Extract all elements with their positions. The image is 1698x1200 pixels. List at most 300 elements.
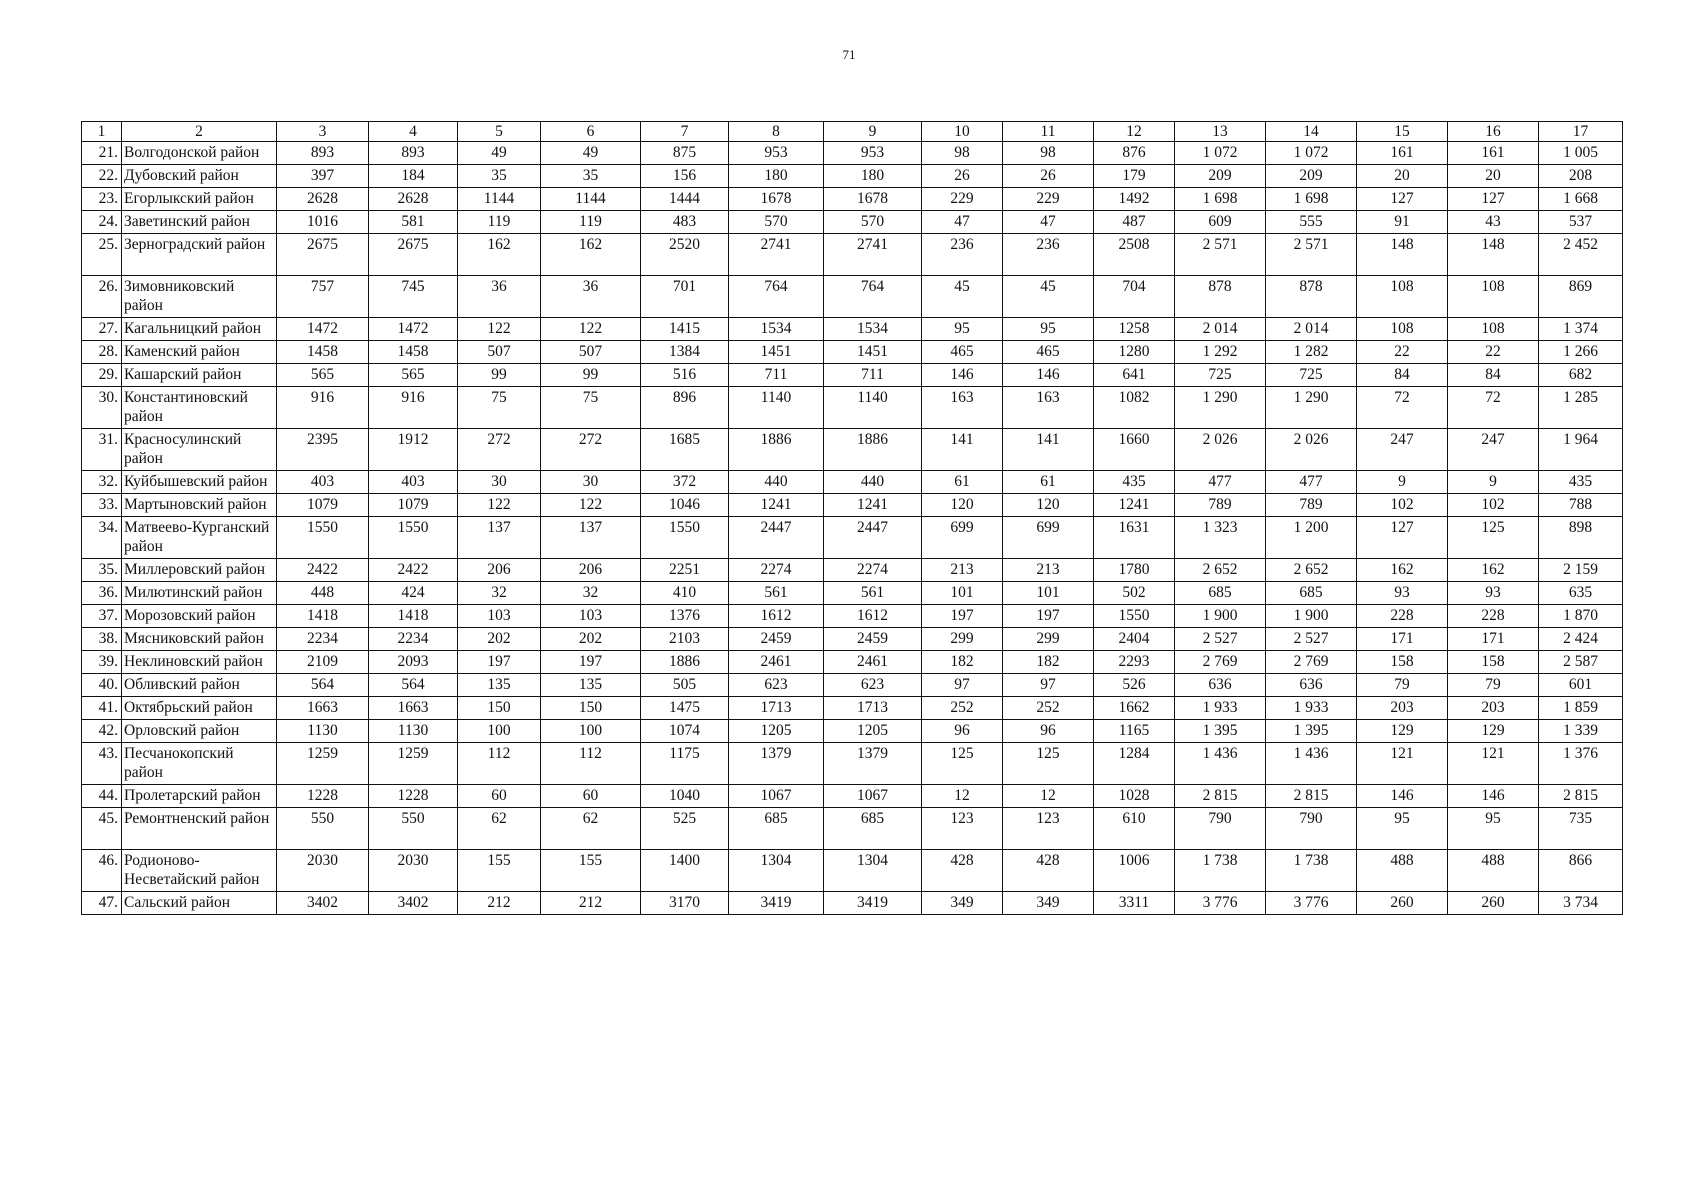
table-row bbox=[82, 211, 1623, 234]
cell-value: 213 bbox=[1003, 559, 1094, 582]
cell-value: 91 bbox=[1357, 211, 1448, 234]
cell-value: 2422 bbox=[369, 559, 458, 582]
cell-value: 3419 bbox=[729, 892, 824, 915]
cell-value: 1241 bbox=[1094, 494, 1175, 517]
cell-value: 448 bbox=[277, 582, 369, 605]
cell-value: 182 bbox=[922, 651, 1003, 674]
cell-value: 93 bbox=[1357, 582, 1448, 605]
cell-value: 79 bbox=[1448, 674, 1539, 697]
cell-value: 1144 bbox=[458, 188, 541, 211]
cell-value: 3311 bbox=[1094, 892, 1175, 915]
district-name: Дубовский район bbox=[122, 165, 277, 188]
table-row bbox=[82, 234, 1623, 276]
cell-value: 228 bbox=[1448, 605, 1539, 628]
cell-value: 2 452 bbox=[1539, 234, 1623, 276]
table-row bbox=[82, 582, 1623, 605]
district-name: Мясниковский район bbox=[122, 628, 277, 651]
cell-value: 146 bbox=[922, 364, 1003, 387]
cell-value: 555 bbox=[1266, 211, 1357, 234]
cell-value: 2 571 bbox=[1266, 234, 1357, 276]
cell-value: 1 933 bbox=[1175, 697, 1266, 720]
cell-value: 1 395 bbox=[1175, 720, 1266, 743]
cell-value: 1886 bbox=[641, 651, 729, 674]
cell-value: 127 bbox=[1357, 517, 1448, 559]
row-number: 43. bbox=[82, 743, 122, 785]
cell-value: 699 bbox=[922, 517, 1003, 559]
cell-value: 1 376 bbox=[1539, 743, 1623, 785]
cell-value: 1713 bbox=[729, 697, 824, 720]
cell-value: 635 bbox=[1539, 582, 1623, 605]
cell-value: 102 bbox=[1357, 494, 1448, 517]
table-row bbox=[82, 276, 1623, 318]
district-name: Каменский район bbox=[122, 341, 277, 364]
cell-value: 2030 bbox=[277, 850, 369, 892]
cell-value: 682 bbox=[1539, 364, 1623, 387]
cell-value: 410 bbox=[641, 582, 729, 605]
cell-value: 95 bbox=[1357, 808, 1448, 850]
cell-value: 1 900 bbox=[1266, 605, 1357, 628]
table-row bbox=[82, 674, 1623, 697]
cell-value: 764 bbox=[824, 276, 922, 318]
cell-value: 465 bbox=[922, 341, 1003, 364]
cell-value: 2 527 bbox=[1266, 628, 1357, 651]
table-row bbox=[82, 892, 1623, 915]
cell-value: 435 bbox=[1539, 471, 1623, 494]
cell-value: 699 bbox=[1003, 517, 1094, 559]
cell-value: 95 bbox=[1003, 318, 1094, 341]
cell-value: 35 bbox=[458, 165, 541, 188]
cell-value: 84 bbox=[1357, 364, 1448, 387]
cell-value: 1 738 bbox=[1266, 850, 1357, 892]
cell-value: 96 bbox=[922, 720, 1003, 743]
cell-value: 2741 bbox=[824, 234, 922, 276]
cell-value: 163 bbox=[1003, 387, 1094, 429]
cell-value: 120 bbox=[922, 494, 1003, 517]
cell-value: 2 026 bbox=[1266, 429, 1357, 471]
cell-value: 120 bbox=[1003, 494, 1094, 517]
cell-value: 424 bbox=[369, 582, 458, 605]
cell-value: 1228 bbox=[277, 785, 369, 808]
cell-value: 1631 bbox=[1094, 517, 1175, 559]
cell-value: 47 bbox=[922, 211, 1003, 234]
cell-value: 1304 bbox=[729, 850, 824, 892]
cell-value: 2422 bbox=[277, 559, 369, 582]
cell-value: 1028 bbox=[1094, 785, 1175, 808]
table-row bbox=[82, 808, 1623, 850]
cell-value: 1376 bbox=[641, 605, 729, 628]
cell-value: 212 bbox=[541, 892, 641, 915]
cell-value: 789 bbox=[1175, 494, 1266, 517]
cell-value: 2675 bbox=[277, 234, 369, 276]
cell-value: 1082 bbox=[1094, 387, 1175, 429]
row-number: 21. bbox=[82, 142, 122, 165]
district-name: Матвеево-Курганский район bbox=[122, 517, 277, 559]
cell-value: 1415 bbox=[641, 318, 729, 341]
district-name: Заветинский район bbox=[122, 211, 277, 234]
cell-value: 3 776 bbox=[1175, 892, 1266, 915]
cell-value: 129 bbox=[1448, 720, 1539, 743]
column-number-4: 4 bbox=[369, 122, 458, 142]
cell-value: 252 bbox=[1003, 697, 1094, 720]
cell-value: 1458 bbox=[369, 341, 458, 364]
cell-value: 1 436 bbox=[1175, 743, 1266, 785]
column-number-8: 8 bbox=[729, 122, 824, 142]
cell-value: 898 bbox=[1539, 517, 1623, 559]
table-row bbox=[82, 743, 1623, 785]
cell-value: 30 bbox=[541, 471, 641, 494]
cell-value: 1 339 bbox=[1539, 720, 1623, 743]
cell-value: 1492 bbox=[1094, 188, 1175, 211]
cell-value: 179 bbox=[1094, 165, 1175, 188]
cell-value: 100 bbox=[458, 720, 541, 743]
cell-value: 1458 bbox=[277, 341, 369, 364]
cell-value: 1550 bbox=[369, 517, 458, 559]
cell-value: 212 bbox=[458, 892, 541, 915]
cell-value: 1259 bbox=[277, 743, 369, 785]
cell-value: 213 bbox=[922, 559, 1003, 582]
row-number: 26. bbox=[82, 276, 122, 318]
cell-value: 79 bbox=[1357, 674, 1448, 697]
cell-value: 182 bbox=[1003, 651, 1094, 674]
cell-value: 2459 bbox=[729, 628, 824, 651]
cell-value: 550 bbox=[369, 808, 458, 850]
cell-value: 561 bbox=[824, 582, 922, 605]
cell-value: 252 bbox=[922, 697, 1003, 720]
cell-value: 203 bbox=[1448, 697, 1539, 720]
row-number: 27. bbox=[82, 318, 122, 341]
table-row bbox=[82, 559, 1623, 582]
cell-value: 2675 bbox=[369, 234, 458, 276]
cell-value: 209 bbox=[1175, 165, 1266, 188]
row-number: 24. bbox=[82, 211, 122, 234]
cell-value: 163 bbox=[922, 387, 1003, 429]
cell-value: 685 bbox=[1175, 582, 1266, 605]
table-row bbox=[82, 429, 1623, 471]
cell-value: 2 652 bbox=[1266, 559, 1357, 582]
cell-value: 26 bbox=[1003, 165, 1094, 188]
cell-value: 101 bbox=[922, 582, 1003, 605]
table-row bbox=[82, 165, 1623, 188]
cell-value: 102 bbox=[1448, 494, 1539, 517]
cell-value: 561 bbox=[729, 582, 824, 605]
cell-value: 3419 bbox=[824, 892, 922, 915]
cell-value: 869 bbox=[1539, 276, 1623, 318]
cell-value: 135 bbox=[541, 674, 641, 697]
cell-value: 1 374 bbox=[1539, 318, 1623, 341]
cell-value: 101 bbox=[1003, 582, 1094, 605]
cell-value: 1 436 bbox=[1266, 743, 1357, 785]
cell-value: 893 bbox=[277, 142, 369, 165]
cell-value: 2 014 bbox=[1175, 318, 1266, 341]
cell-value: 202 bbox=[458, 628, 541, 651]
cell-value: 161 bbox=[1357, 142, 1448, 165]
cell-value: 1067 bbox=[729, 785, 824, 808]
cell-value: 62 bbox=[541, 808, 641, 850]
cell-value: 1 072 bbox=[1175, 142, 1266, 165]
cell-value: 161 bbox=[1448, 142, 1539, 165]
cell-value: 2 424 bbox=[1539, 628, 1623, 651]
cell-value: 119 bbox=[458, 211, 541, 234]
cell-value: 146 bbox=[1448, 785, 1539, 808]
cell-value: 1663 bbox=[369, 697, 458, 720]
cell-value: 184 bbox=[369, 165, 458, 188]
cell-value: 2109 bbox=[277, 651, 369, 674]
cell-value: 1006 bbox=[1094, 850, 1175, 892]
district-name: Октябрьский район bbox=[122, 697, 277, 720]
cell-value: 299 bbox=[922, 628, 1003, 651]
cell-value: 440 bbox=[824, 471, 922, 494]
cell-value: 1400 bbox=[641, 850, 729, 892]
cell-value: 1205 bbox=[824, 720, 922, 743]
cell-value: 505 bbox=[641, 674, 729, 697]
cell-value: 148 bbox=[1448, 234, 1539, 276]
cell-value: 1 323 bbox=[1175, 517, 1266, 559]
cell-value: 103 bbox=[458, 605, 541, 628]
cell-value: 875 bbox=[641, 142, 729, 165]
cell-value: 526 bbox=[1094, 674, 1175, 697]
cell-value: 2508 bbox=[1094, 234, 1175, 276]
cell-value: 1418 bbox=[369, 605, 458, 628]
cell-value: 99 bbox=[458, 364, 541, 387]
cell-value: 150 bbox=[541, 697, 641, 720]
cell-value: 209 bbox=[1266, 165, 1357, 188]
cell-value: 103 bbox=[541, 605, 641, 628]
column-number-14: 14 bbox=[1266, 122, 1357, 142]
column-number-11: 11 bbox=[1003, 122, 1094, 142]
cell-value: 1 292 bbox=[1175, 341, 1266, 364]
cell-value: 229 bbox=[1003, 188, 1094, 211]
cell-value: 3170 bbox=[641, 892, 729, 915]
cell-value: 623 bbox=[729, 674, 824, 697]
column-number-12: 12 bbox=[1094, 122, 1175, 142]
cell-value: 3402 bbox=[277, 892, 369, 915]
cell-value: 623 bbox=[824, 674, 922, 697]
district-name: Константиновский район bbox=[122, 387, 277, 429]
cell-value: 440 bbox=[729, 471, 824, 494]
row-number: 46. bbox=[82, 850, 122, 892]
row-number: 22. bbox=[82, 165, 122, 188]
cell-value: 483 bbox=[641, 211, 729, 234]
cell-value: 1 072 bbox=[1266, 142, 1357, 165]
cell-value: 229 bbox=[922, 188, 1003, 211]
cell-value: 2447 bbox=[729, 517, 824, 559]
cell-value: 516 bbox=[641, 364, 729, 387]
cell-value: 2093 bbox=[369, 651, 458, 674]
cell-value: 1067 bbox=[824, 785, 922, 808]
cell-value: 272 bbox=[541, 429, 641, 471]
cell-value: 1384 bbox=[641, 341, 729, 364]
cell-value: 1258 bbox=[1094, 318, 1175, 341]
cell-value: 150 bbox=[458, 697, 541, 720]
cell-value: 1 005 bbox=[1539, 142, 1623, 165]
row-number: 30. bbox=[82, 387, 122, 429]
cell-value: 1074 bbox=[641, 720, 729, 743]
cell-value: 49 bbox=[541, 142, 641, 165]
cell-value: 2251 bbox=[641, 559, 729, 582]
cell-value: 2274 bbox=[824, 559, 922, 582]
cell-value: 247 bbox=[1357, 429, 1448, 471]
district-name: Куйбышевский район bbox=[122, 471, 277, 494]
cell-value: 127 bbox=[1448, 188, 1539, 211]
table-row bbox=[82, 341, 1623, 364]
cell-value: 1241 bbox=[824, 494, 922, 517]
cell-value: 2234 bbox=[277, 628, 369, 651]
cell-value: 2274 bbox=[729, 559, 824, 582]
cell-value: 43 bbox=[1448, 211, 1539, 234]
cell-value: 2459 bbox=[824, 628, 922, 651]
cell-value: 1 395 bbox=[1266, 720, 1357, 743]
cell-value: 206 bbox=[458, 559, 541, 582]
cell-value: 2 014 bbox=[1266, 318, 1357, 341]
cell-value: 47 bbox=[1003, 211, 1094, 234]
cell-value: 790 bbox=[1266, 808, 1357, 850]
district-name: Кашарский район bbox=[122, 364, 277, 387]
cell-value: 878 bbox=[1175, 276, 1266, 318]
cell-value: 1165 bbox=[1094, 720, 1175, 743]
cell-value: 1 859 bbox=[1539, 697, 1623, 720]
cell-value: 60 bbox=[458, 785, 541, 808]
table-row bbox=[82, 494, 1623, 517]
cell-value: 100 bbox=[541, 720, 641, 743]
cell-value: 125 bbox=[1448, 517, 1539, 559]
cell-value: 75 bbox=[458, 387, 541, 429]
cell-value: 878 bbox=[1266, 276, 1357, 318]
cell-value: 121 bbox=[1448, 743, 1539, 785]
cell-value: 2 026 bbox=[1175, 429, 1266, 471]
row-number: 40. bbox=[82, 674, 122, 697]
district-name: Ремонтненский район bbox=[122, 808, 277, 850]
cell-value: 953 bbox=[824, 142, 922, 165]
cell-value: 49 bbox=[458, 142, 541, 165]
table-row bbox=[82, 651, 1623, 674]
cell-value: 2234 bbox=[369, 628, 458, 651]
cell-value: 162 bbox=[541, 234, 641, 276]
cell-value: 2395 bbox=[277, 429, 369, 471]
row-number: 25. bbox=[82, 234, 122, 276]
cell-value: 704 bbox=[1094, 276, 1175, 318]
cell-value: 641 bbox=[1094, 364, 1175, 387]
cell-value: 1 282 bbox=[1266, 341, 1357, 364]
cell-value: 1046 bbox=[641, 494, 729, 517]
cell-value: 72 bbox=[1448, 387, 1539, 429]
cell-value: 428 bbox=[1003, 850, 1094, 892]
cell-value: 1 738 bbox=[1175, 850, 1266, 892]
column-number-6: 6 bbox=[541, 122, 641, 142]
cell-value: 158 bbox=[1357, 651, 1448, 674]
district-name: Кагальницкий район bbox=[122, 318, 277, 341]
row-number: 28. bbox=[82, 341, 122, 364]
district-name: Миллеровский район bbox=[122, 559, 277, 582]
column-number-16: 16 bbox=[1448, 122, 1539, 142]
cell-value: 260 bbox=[1357, 892, 1448, 915]
cell-value: 108 bbox=[1448, 276, 1539, 318]
table-row bbox=[82, 142, 1623, 165]
cell-value: 790 bbox=[1175, 808, 1266, 850]
district-name: Обливский район bbox=[122, 674, 277, 697]
cell-value: 565 bbox=[277, 364, 369, 387]
cell-value: 97 bbox=[1003, 674, 1094, 697]
row-number: 45. bbox=[82, 808, 122, 850]
district-name: Сальский район bbox=[122, 892, 277, 915]
cell-value: 97 bbox=[922, 674, 1003, 697]
cell-value: 2 769 bbox=[1266, 651, 1357, 674]
table-row bbox=[82, 387, 1623, 429]
cell-value: 636 bbox=[1175, 674, 1266, 697]
cell-value: 2 769 bbox=[1175, 651, 1266, 674]
district-name: Песчанокопский район bbox=[122, 743, 277, 785]
cell-value: 1241 bbox=[729, 494, 824, 517]
cell-value: 22 bbox=[1357, 341, 1448, 364]
cell-value: 725 bbox=[1266, 364, 1357, 387]
district-name: Егорлыкский район bbox=[122, 188, 277, 211]
cell-value: 1 698 bbox=[1175, 188, 1266, 211]
cell-value: 1 200 bbox=[1266, 517, 1357, 559]
cell-value: 1678 bbox=[824, 188, 922, 211]
cell-value: 96 bbox=[1003, 720, 1094, 743]
cell-value: 916 bbox=[277, 387, 369, 429]
cell-value: 866 bbox=[1539, 850, 1623, 892]
column-number-10: 10 bbox=[922, 122, 1003, 142]
cell-value: 610 bbox=[1094, 808, 1175, 850]
table-row bbox=[82, 605, 1623, 628]
cell-value: 1451 bbox=[824, 341, 922, 364]
cell-value: 2741 bbox=[729, 234, 824, 276]
cell-value: 203 bbox=[1357, 697, 1448, 720]
row-number: 37. bbox=[82, 605, 122, 628]
cell-value: 122 bbox=[458, 318, 541, 341]
cell-value: 2 815 bbox=[1539, 785, 1623, 808]
row-number: 44. bbox=[82, 785, 122, 808]
cell-value: 1 900 bbox=[1175, 605, 1266, 628]
cell-value: 148 bbox=[1357, 234, 1448, 276]
cell-value: 2404 bbox=[1094, 628, 1175, 651]
row-number: 32. bbox=[82, 471, 122, 494]
cell-value: 685 bbox=[824, 808, 922, 850]
cell-value: 3402 bbox=[369, 892, 458, 915]
cell-value: 896 bbox=[641, 387, 729, 429]
district-name: Родионово-Несветайский район bbox=[122, 850, 277, 892]
cell-value: 1660 bbox=[1094, 429, 1175, 471]
cell-value: 488 bbox=[1357, 850, 1448, 892]
cell-value: 372 bbox=[641, 471, 729, 494]
cell-value: 180 bbox=[824, 165, 922, 188]
district-name: Мартыновский район bbox=[122, 494, 277, 517]
cell-value: 20 bbox=[1448, 165, 1539, 188]
cell-value: 197 bbox=[541, 651, 641, 674]
cell-value: 570 bbox=[824, 211, 922, 234]
cell-value: 1280 bbox=[1094, 341, 1175, 364]
cell-value: 1 285 bbox=[1539, 387, 1623, 429]
cell-value: 1678 bbox=[729, 188, 824, 211]
cell-value: 757 bbox=[277, 276, 369, 318]
cell-value: 565 bbox=[369, 364, 458, 387]
cell-value: 2 159 bbox=[1539, 559, 1623, 582]
cell-value: 1662 bbox=[1094, 697, 1175, 720]
cell-value: 1612 bbox=[824, 605, 922, 628]
cell-value: 32 bbox=[458, 582, 541, 605]
cell-value: 1713 bbox=[824, 697, 922, 720]
cell-value: 155 bbox=[458, 850, 541, 892]
cell-value: 916 bbox=[369, 387, 458, 429]
cell-value: 1685 bbox=[641, 429, 729, 471]
district-name: Зимовниковский район bbox=[122, 276, 277, 318]
cell-value: 108 bbox=[1357, 276, 1448, 318]
row-number: 38. bbox=[82, 628, 122, 651]
cell-value: 2628 bbox=[369, 188, 458, 211]
cell-value: 1379 bbox=[729, 743, 824, 785]
cell-value: 98 bbox=[1003, 142, 1094, 165]
cell-value: 141 bbox=[922, 429, 1003, 471]
